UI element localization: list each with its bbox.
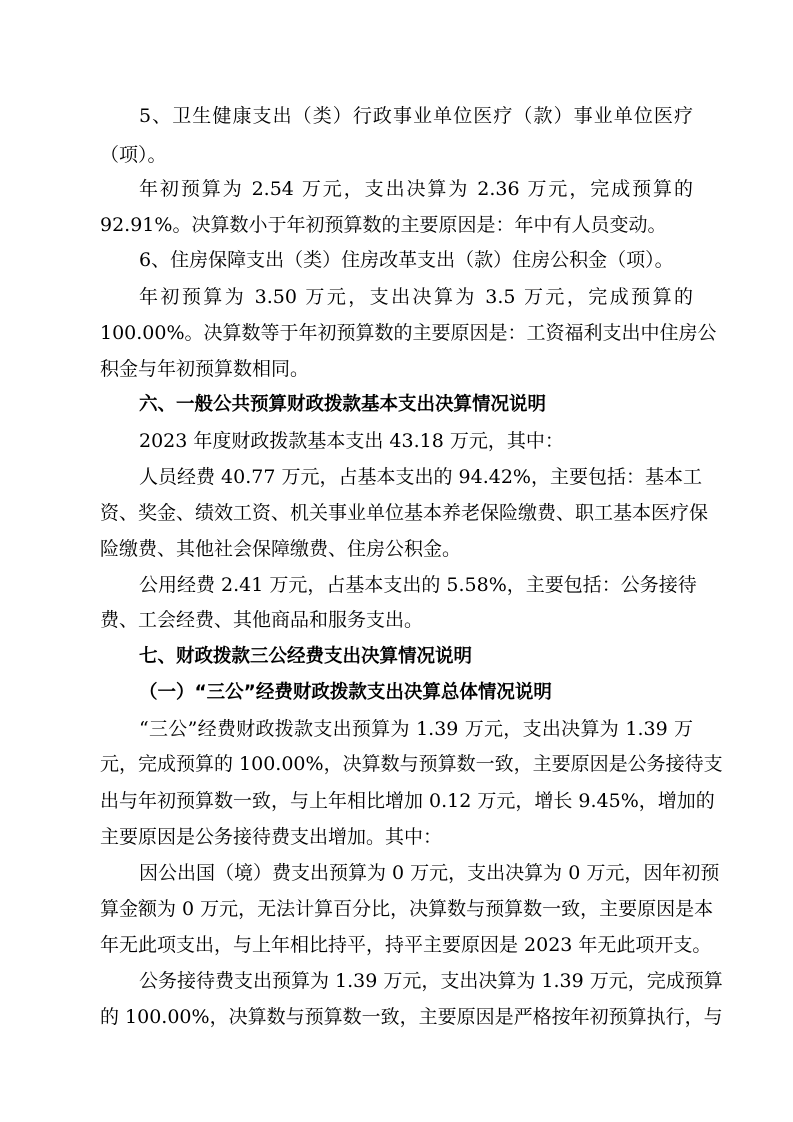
paragraph-line: 公用经费 2.41 万元，占基本支出的 5.58%，主要包括：公务接待 — [139, 574, 697, 596]
subsection-heading: （一）“三公”经费财政拨款支出决算总体情况说明 — [139, 682, 552, 703]
section-heading: 六、一般公共预算财政拨款基本支出决算情况说明 — [139, 394, 547, 415]
paragraph-line: 的 100.00%，决算数与预算数一致，主要原因是严格按年初预算执行，与 — [100, 1006, 723, 1028]
paragraph-line: 100.00%。决算数等于年初预算数的主要原因是：工资福利支出中住房公 — [100, 322, 717, 344]
paragraph-line: 年初预算为 2.54 万元，支出决算为 2.36 万元，完成预算的 — [139, 178, 693, 200]
paragraph-line: 2023 年度财政拨款基本支出 43.18 万元，其中： — [139, 430, 564, 452]
paragraph-line: 险缴费、其他社会保障缴费、住房公积金。 — [100, 538, 462, 560]
paragraph-line: 费、工会经费、其他商品和服务支出。 — [100, 609, 424, 631]
paragraph-line: 5、卫生健康支出（类）行政事业单位医疗（款）事业单位医疗 — [139, 105, 693, 127]
paragraph-line: 资、奖金、绩效工资、机关事业单位基本养老保险缴费、职工基本医疗保 — [100, 502, 709, 524]
paragraph-line: 主要原因是公务接待费支出增加。其中： — [100, 826, 443, 848]
paragraph-line: 人员经费 40.77 万元，占基本支出的 94.42%，主要包括：基本工 — [139, 466, 702, 488]
paragraph-line: 年初预算为 3.50 万元，支出决算为 3.5 万元，完成预算的 — [139, 286, 693, 308]
paragraph-line: 因公出国（境）费支出预算为 0 万元，支出决算为 0 万元，因年初预 — [139, 862, 720, 884]
paragraph-line: （项）。 — [100, 144, 167, 166]
paragraph-line: 公务接待费支出预算为 1.39 万元，支出决算为 1.39 万元，完成预算 — [139, 970, 723, 992]
paragraph-line: 积金与年初预算数相同。 — [100, 358, 310, 380]
paragraph-line: 出与年初预算数一致，与上年相比增加 0.12 万元，增长 9.45%，增加的 — [100, 790, 715, 812]
paragraph-line: 6、住房保障支出（类）住房改革支出（款）住房公积金（项）。 — [139, 249, 674, 271]
paragraph-line: 92.91%。决算数小于年初预算数的主要原因是：年中有人员变动。 — [100, 214, 667, 236]
section-heading: 七、财政拨款三公经费支出决算情况说明 — [139, 646, 473, 667]
paragraph-line: 算金额为 0 万元，无法计算百分比，决算数与预算数一致，主要原因是本 — [100, 898, 714, 920]
paragraph-line: “三公”经费财政拨款支出预算为 1.39 万元，支出决算为 1.39 万 — [139, 718, 693, 740]
paragraph-line: 元，完成预算的 100.00%，决算数与预算数一致，主要原因是公务接待支 — [100, 753, 723, 775]
paragraph-line: 年无此项支出，与上年相比持平，持平主要原因是 2023 年无此项开支。 — [100, 934, 712, 956]
